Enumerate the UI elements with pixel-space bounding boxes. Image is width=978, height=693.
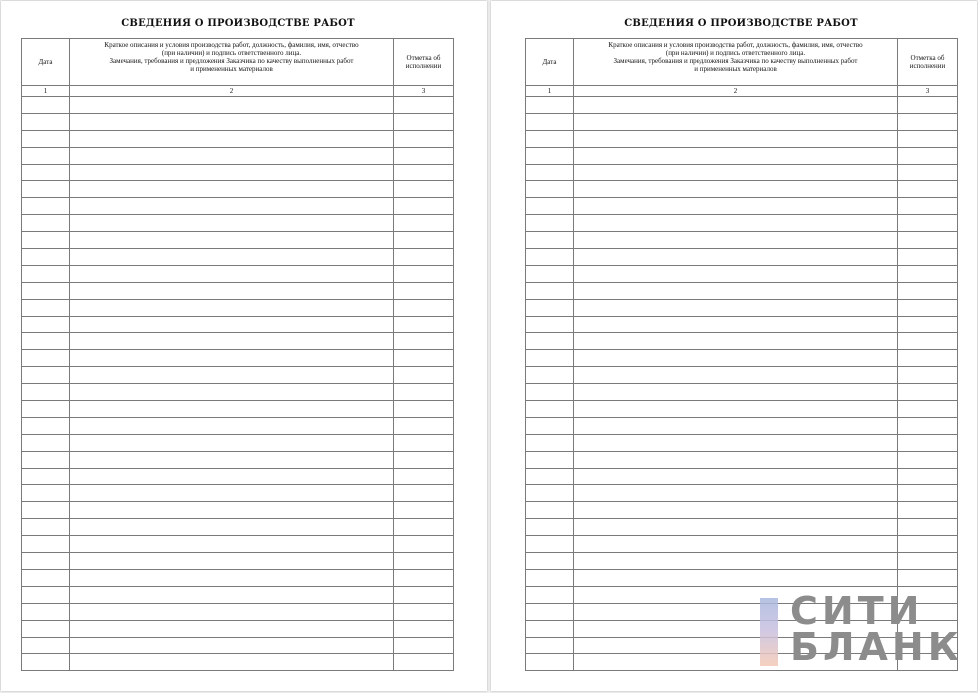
table-row: [526, 417, 958, 434]
date-cell[interactable]: [22, 97, 70, 114]
table-row: [22, 468, 454, 485]
description-cell[interactable]: [70, 519, 394, 536]
date-cell[interactable]: [22, 519, 70, 536]
completion-mark-cell[interactable]: [394, 620, 454, 637]
description-cell[interactable]: [574, 434, 898, 451]
completion-mark-cell[interactable]: [898, 232, 958, 249]
completion-mark-cell[interactable]: [394, 451, 454, 468]
table-row: [22, 299, 454, 316]
description-cell[interactable]: [574, 316, 898, 333]
date-cell[interactable]: [526, 249, 574, 266]
table-row: [22, 164, 454, 181]
table-row: [22, 215, 454, 232]
completion-mark-cell[interactable]: [898, 147, 958, 164]
date-cell[interactable]: [22, 299, 70, 316]
table-row: [526, 181, 958, 198]
date-cell[interactable]: [22, 417, 70, 434]
completion-mark-cell[interactable]: [394, 434, 454, 451]
column-number: 1: [526, 86, 574, 97]
description-cell[interactable]: [70, 232, 394, 249]
table-row: [526, 97, 958, 114]
description-cell[interactable]: [70, 113, 394, 130]
completion-mark-cell[interactable]: [394, 164, 454, 181]
completion-mark-cell[interactable]: [394, 384, 454, 401]
completion-mark-cell[interactable]: [394, 97, 454, 114]
date-cell[interactable]: [526, 181, 574, 198]
date-cell[interactable]: [526, 569, 574, 586]
table-row: [526, 113, 958, 130]
date-cell[interactable]: [22, 451, 70, 468]
date-cell[interactable]: [22, 181, 70, 198]
work-log-table: [21, 38, 454, 671]
table-row: [526, 384, 958, 401]
completion-mark-cell[interactable]: [898, 468, 958, 485]
description-cell[interactable]: [574, 569, 898, 586]
table-row: [22, 502, 454, 519]
description-cell[interactable]: [70, 249, 394, 266]
table-row: [526, 130, 958, 147]
completion-mark-cell[interactable]: [394, 130, 454, 147]
description-header-line: и примененных материалов: [190, 65, 273, 73]
table-row: [22, 586, 454, 603]
table-row: [22, 620, 454, 637]
completion-mark-cell[interactable]: [394, 401, 454, 418]
description-header-line: Замечания, требования и предложения Заказчика по качеству выполненных работ: [109, 57, 354, 65]
description-cell[interactable]: [70, 417, 394, 434]
description-cell[interactable]: [574, 401, 898, 418]
date-cell[interactable]: [526, 316, 574, 333]
date-cell[interactable]: [526, 282, 574, 299]
completion-mark-cell[interactable]: [394, 215, 454, 232]
date-cell[interactable]: [526, 536, 574, 553]
date-cell[interactable]: [22, 637, 70, 654]
table-row: [22, 536, 454, 553]
completion-mark-cell[interactable]: [898, 113, 958, 130]
completion-mark-cell[interactable]: [898, 384, 958, 401]
column-number-row: [526, 86, 958, 97]
completion-mark-cell[interactable]: [898, 502, 958, 519]
description-cell[interactable]: [574, 282, 898, 299]
description-column-header: [70, 39, 394, 86]
description-cell[interactable]: [574, 299, 898, 316]
right-page: [491, 1, 977, 691]
description-cell[interactable]: [70, 350, 394, 367]
description-cell[interactable]: [70, 603, 394, 620]
date-cell[interactable]: [22, 536, 70, 553]
date-cell[interactable]: [526, 350, 574, 367]
table-row: [526, 519, 958, 536]
table-row: [22, 316, 454, 333]
completion-mark-cell[interactable]: [394, 502, 454, 519]
column-number: 3: [394, 86, 454, 97]
left-page: [1, 1, 487, 691]
description-cell[interactable]: [70, 97, 394, 114]
description-cell[interactable]: [574, 113, 898, 130]
description-cell[interactable]: [70, 553, 394, 570]
table-row: [22, 232, 454, 249]
completion-mark-cell[interactable]: [394, 553, 454, 570]
table-row: [526, 502, 958, 519]
description-cell[interactable]: [70, 198, 394, 215]
date-cell[interactable]: [22, 249, 70, 266]
description-cell[interactable]: [574, 265, 898, 282]
date-cell[interactable]: [526, 113, 574, 130]
table-row: [22, 603, 454, 620]
description-cell[interactable]: [574, 130, 898, 147]
date-cell[interactable]: [22, 586, 70, 603]
table-row: [526, 147, 958, 164]
logo-word-blank: БЛАНК: [790, 625, 963, 669]
completion-mark-cell[interactable]: [898, 316, 958, 333]
description-cell[interactable]: [70, 620, 394, 637]
description-cell[interactable]: [70, 215, 394, 232]
date-cell[interactable]: [526, 502, 574, 519]
table-row: [526, 316, 958, 333]
table-row: [526, 350, 958, 367]
completion-mark-cell[interactable]: [898, 401, 958, 418]
completion-mark-cell[interactable]: [394, 265, 454, 282]
description-cell[interactable]: [70, 637, 394, 654]
date-column-header: Дата: [526, 39, 574, 86]
completion-mark-cell[interactable]: [394, 569, 454, 586]
completion-mark-cell[interactable]: [394, 417, 454, 434]
description-cell[interactable]: [574, 147, 898, 164]
description-cell[interactable]: [70, 654, 394, 671]
description-cell[interactable]: [574, 519, 898, 536]
description-header-line: и примененных материалов: [694, 65, 777, 73]
description-cell[interactable]: [70, 536, 394, 553]
date-cell[interactable]: [22, 147, 70, 164]
table-row: [526, 249, 958, 266]
date-cell[interactable]: [22, 232, 70, 249]
completion-mark-cell[interactable]: [394, 181, 454, 198]
table-row: [22, 282, 454, 299]
description-cell[interactable]: [574, 215, 898, 232]
completion-mark-cell[interactable]: [898, 569, 958, 586]
table-row: [22, 654, 454, 671]
table-row: [22, 384, 454, 401]
completion-mark-cell[interactable]: [898, 198, 958, 215]
table-row: [526, 333, 958, 350]
completion-mark-cell[interactable]: [898, 265, 958, 282]
table-row: [22, 401, 454, 418]
date-cell[interactable]: [22, 401, 70, 418]
table-row: [22, 451, 454, 468]
date-cell[interactable]: [22, 130, 70, 147]
completion-mark-cell[interactable]: [394, 468, 454, 485]
date-cell[interactable]: [22, 620, 70, 637]
page-title: СВЕДЕНИЯ О ПРОИЗВОДСТВЕ РАБОТ: [121, 18, 355, 29]
date-cell[interactable]: [22, 468, 70, 485]
date-cell[interactable]: [526, 468, 574, 485]
date-cell[interactable]: [526, 147, 574, 164]
date-cell[interactable]: [526, 485, 574, 502]
description-cell[interactable]: [70, 586, 394, 603]
column-number: 3: [898, 86, 958, 97]
logo-gradient-bar: [760, 598, 778, 666]
description-cell[interactable]: [70, 502, 394, 519]
description-cell[interactable]: [574, 553, 898, 570]
description-cell[interactable]: [574, 181, 898, 198]
description-cell[interactable]: [574, 333, 898, 350]
date-cell[interactable]: [526, 417, 574, 434]
date-cell[interactable]: [526, 232, 574, 249]
description-cell[interactable]: [574, 536, 898, 553]
date-cell[interactable]: [22, 367, 70, 384]
table-row: [526, 468, 958, 485]
completion-mark-cell[interactable]: [898, 451, 958, 468]
completion-mark-cell[interactable]: [394, 249, 454, 266]
table-row: [22, 553, 454, 570]
date-cell[interactable]: [22, 316, 70, 333]
table-row: [22, 569, 454, 586]
completion-mark-column-header: Отметка об исполнении: [394, 39, 454, 86]
table-row: [22, 417, 454, 434]
date-cell[interactable]: [526, 367, 574, 384]
description-cell[interactable]: [574, 451, 898, 468]
table-row: [22, 113, 454, 130]
completion-mark-cell[interactable]: [394, 333, 454, 350]
completion-mark-cell[interactable]: [394, 198, 454, 215]
table-row: [526, 232, 958, 249]
table-row: [526, 485, 958, 502]
description-cell[interactable]: [70, 434, 394, 451]
table-row: [22, 367, 454, 384]
table-row: [22, 519, 454, 536]
table-row: [22, 265, 454, 282]
table-row: [526, 299, 958, 316]
table-row: [526, 401, 958, 418]
completion-mark-cell[interactable]: [898, 97, 958, 114]
completion-mark-cell[interactable]: [898, 553, 958, 570]
table-row: [22, 249, 454, 266]
description-header-line: Краткое описания и условия производства работ, должность, фамилия, имя, отчество: [104, 41, 359, 49]
description-cell[interactable]: [574, 384, 898, 401]
date-cell[interactable]: [22, 603, 70, 620]
completion-mark-cell[interactable]: [394, 367, 454, 384]
completion-mark-cell[interactable]: [394, 113, 454, 130]
date-cell[interactable]: [22, 164, 70, 181]
description-header-line: Краткое описания и условия производства работ, должность, фамилия, имя, отчество: [608, 41, 863, 49]
date-cell[interactable]: [526, 333, 574, 350]
date-cell[interactable]: [526, 519, 574, 536]
completion-mark-cell[interactable]: [898, 350, 958, 367]
completion-mark-cell[interactable]: [394, 485, 454, 502]
table-row: [526, 536, 958, 553]
description-cell[interactable]: [70, 181, 394, 198]
completion-mark-cell[interactable]: [394, 603, 454, 620]
table-row: [526, 367, 958, 384]
date-cell[interactable]: [22, 384, 70, 401]
date-cell[interactable]: [526, 198, 574, 215]
table-row: [526, 198, 958, 215]
date-cell[interactable]: [22, 654, 70, 671]
completion-mark-cell[interactable]: [394, 147, 454, 164]
date-cell[interactable]: [526, 586, 574, 603]
description-cell[interactable]: [574, 249, 898, 266]
date-cell[interactable]: [526, 434, 574, 451]
description-cell[interactable]: [574, 502, 898, 519]
date-cell[interactable]: [526, 654, 574, 671]
completion-mark-cell[interactable]: [394, 350, 454, 367]
completion-mark-cell[interactable]: [394, 654, 454, 671]
date-cell[interactable]: [22, 265, 70, 282]
date-cell[interactable]: [526, 620, 574, 637]
description-header-line: (при наличии) и подпись ответственного лица.: [161, 49, 302, 57]
column-number: 2: [70, 86, 394, 97]
column-number: 1: [22, 86, 70, 97]
description-cell[interactable]: [574, 350, 898, 367]
table-row: [22, 181, 454, 198]
completion-mark-cell[interactable]: [898, 519, 958, 536]
completion-mark-cell[interactable]: [394, 232, 454, 249]
description-cell[interactable]: [70, 299, 394, 316]
completion-mark-cell[interactable]: [898, 485, 958, 502]
table-row: [22, 97, 454, 114]
completion-mark-column-header: Отметка об исполнении: [898, 39, 958, 86]
table-row: [22, 147, 454, 164]
date-cell[interactable]: [22, 485, 70, 502]
date-cell[interactable]: [526, 401, 574, 418]
date-cell[interactable]: [526, 603, 574, 620]
description-header-line: (при наличии) и подпись ответственного лица.: [665, 49, 806, 57]
completion-mark-cell[interactable]: [394, 299, 454, 316]
completion-mark-cell[interactable]: [898, 215, 958, 232]
date-cell[interactable]: [526, 130, 574, 147]
description-cell[interactable]: [574, 232, 898, 249]
description-cell[interactable]: [70, 401, 394, 418]
date-cell[interactable]: [526, 637, 574, 654]
date-cell[interactable]: [526, 299, 574, 316]
table-row: [22, 434, 454, 451]
page-title: СВЕДЕНИЯ О ПРОИЗВОДСТВЕ РАБОТ: [624, 18, 858, 29]
description-cell[interactable]: [574, 198, 898, 215]
table-row: [22, 485, 454, 502]
date-column-header: Дата: [22, 39, 70, 86]
date-cell[interactable]: [526, 164, 574, 181]
date-cell[interactable]: [22, 434, 70, 451]
description-cell[interactable]: [574, 367, 898, 384]
description-cell[interactable]: [574, 485, 898, 502]
completion-mark-cell[interactable]: [394, 586, 454, 603]
completion-mark-cell[interactable]: [898, 367, 958, 384]
table-row: [22, 350, 454, 367]
description-cell[interactable]: [70, 265, 394, 282]
date-cell[interactable]: [526, 265, 574, 282]
completion-mark-cell[interactable]: [898, 299, 958, 316]
description-header-line: Замечания, требования и предложения Заказчика по качеству выполненных работ: [613, 57, 858, 65]
completion-mark-cell[interactable]: [898, 181, 958, 198]
date-cell[interactable]: [22, 198, 70, 215]
date-cell[interactable]: [22, 553, 70, 570]
completion-mark-cell[interactable]: [898, 333, 958, 350]
date-cell[interactable]: [22, 282, 70, 299]
description-cell[interactable]: [70, 384, 394, 401]
table-row: [22, 130, 454, 147]
description-cell[interactable]: [70, 451, 394, 468]
completion-mark-cell[interactable]: [898, 130, 958, 147]
sitiblank-watermark-logo: [760, 589, 970, 669]
table-row: [22, 198, 454, 215]
description-cell[interactable]: [574, 97, 898, 114]
date-cell[interactable]: [22, 113, 70, 130]
date-cell[interactable]: [22, 569, 70, 586]
description-cell[interactable]: [574, 164, 898, 181]
table-row: [22, 637, 454, 654]
date-cell[interactable]: [526, 451, 574, 468]
date-cell[interactable]: [526, 553, 574, 570]
date-cell[interactable]: [22, 333, 70, 350]
description-cell[interactable]: [70, 333, 394, 350]
date-cell[interactable]: [526, 384, 574, 401]
table-row: [526, 164, 958, 181]
table-row: [526, 451, 958, 468]
column-number-row: [22, 86, 454, 97]
date-cell[interactable]: [22, 215, 70, 232]
table-row: [526, 282, 958, 299]
description-cell[interactable]: [70, 282, 394, 299]
column-number: 2: [574, 86, 898, 97]
description-cell[interactable]: [574, 468, 898, 485]
description-cell[interactable]: [70, 569, 394, 586]
description-column-header: [574, 39, 898, 86]
completion-mark-cell[interactable]: [394, 536, 454, 553]
completion-mark-cell[interactable]: [394, 637, 454, 654]
date-cell[interactable]: [526, 97, 574, 114]
description-cell[interactable]: [70, 147, 394, 164]
table-row: [526, 569, 958, 586]
description-cell[interactable]: [70, 367, 394, 384]
completion-mark-cell[interactable]: [898, 282, 958, 299]
description-cell[interactable]: [70, 130, 394, 147]
completion-mark-cell[interactable]: [898, 249, 958, 266]
table-row: [526, 434, 958, 451]
table-row: [526, 215, 958, 232]
table-row: [22, 333, 454, 350]
completion-mark-cell[interactable]: [394, 519, 454, 536]
description-cell[interactable]: [70, 468, 394, 485]
description-cell[interactable]: [70, 164, 394, 181]
completion-mark-cell[interactable]: [394, 316, 454, 333]
description-cell[interactable]: [574, 417, 898, 434]
table-row: [526, 553, 958, 570]
date-cell[interactable]: [22, 502, 70, 519]
completion-mark-cell[interactable]: [898, 417, 958, 434]
completion-mark-cell[interactable]: [898, 164, 958, 181]
completion-mark-cell[interactable]: [394, 282, 454, 299]
table-row: [526, 265, 958, 282]
date-cell[interactable]: [526, 215, 574, 232]
description-cell[interactable]: [70, 485, 394, 502]
work-log-table: [525, 38, 958, 671]
completion-mark-cell[interactable]: [898, 536, 958, 553]
completion-mark-cell[interactable]: [898, 434, 958, 451]
logo-word-siti: СИТИ: [790, 589, 924, 633]
date-cell[interactable]: [22, 350, 70, 367]
description-cell[interactable]: [70, 316, 394, 333]
